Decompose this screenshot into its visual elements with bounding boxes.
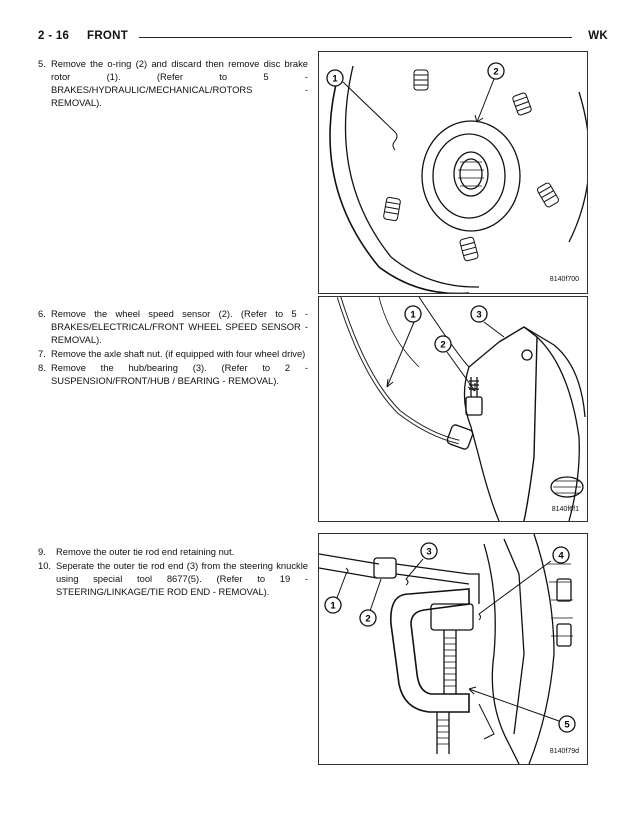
step-5 [38,57,308,109]
step-text: Remove the hub/bearing (3). (Refer to 2 - SUSPENSION/FRONT/HUB / BEARING - REMOVAL). [51,362,308,386]
step-text: Remove the o-ring (2) and discard then remove disc brake rotor (1). (Refer to 5 - BRAKES/HYDRAULIC/MECHANICAL/ROTORS - REMOVAL). [51,58,308,108]
svg-text:4: 4 [558,550,564,562]
model-code: WK [588,30,608,42]
figure-id: 8140f6f1 [551,506,579,513]
svg-text:2: 2 [493,66,499,78]
step-6 [38,307,308,346]
figure-tie-rod [318,533,588,765]
step-text: Remove the axle shaft nut. (if equipped with four wheel drive) [51,348,306,359]
step-number: 10. [38,560,52,571]
step-number: 7. [38,348,46,359]
step-7 [38,347,308,360]
step-text: Seperate the outer tie rod end (3) from the steering knuckle using special tool 8677(5). (Refer to 19 - STEERING/LINKAGE/TIE ROD END - REMOVAL). [56,560,308,597]
step-8 [38,361,308,387]
callout-2 [488,63,504,79]
svg-text:1: 1 [330,600,336,612]
figure-rotor [318,51,588,294]
figure-id: 8140f700 [549,276,579,283]
callout-4 [553,547,569,563]
callout-1 [327,70,343,86]
svg-text:3: 3 [426,546,432,558]
step-number: 5. [38,58,46,69]
svg-text:3: 3 [476,309,482,321]
figure-id: 8140f79d [549,748,579,755]
svg-text:2: 2 [440,339,446,351]
rotor-illustration [319,52,587,293]
callout-2 [360,610,376,626]
svg-text:1: 1 [332,73,338,85]
svg-text:2: 2 [365,613,371,625]
callout-1 [405,306,421,322]
callout-2 [435,336,451,352]
step-group-2 [38,307,308,388]
step-number: 9. [38,546,46,557]
figure-speed-sensor [318,296,588,522]
step-text: Remove the outer tie rod end retaining nut. [56,546,235,557]
callout-1 [325,597,341,613]
page-header [38,30,608,46]
step-text: Remove the wheel speed sensor (2). (Refer to 5 - BRAKES/ELECTRICAL/FRONT WHEEL SPEED SENSOR - REMOVAL). [51,308,308,345]
step-group-1 [38,57,308,110]
step-number: 8. [38,362,46,373]
section-title: FRONT [87,30,129,42]
speed-sensor-illustration [319,297,587,521]
header-rule [139,37,572,38]
step-9 [38,545,308,558]
callout-5 [559,716,575,732]
step-group-3 [38,545,308,599]
step-number: 6. [38,308,46,319]
callout-3 [421,543,437,559]
svg-text:5: 5 [564,719,570,731]
svg-text:1: 1 [410,309,416,321]
page-number: 2 - 16 [38,30,70,42]
tie-rod-illustration [319,534,587,764]
step-10 [38,559,308,598]
callout-3 [471,306,487,322]
